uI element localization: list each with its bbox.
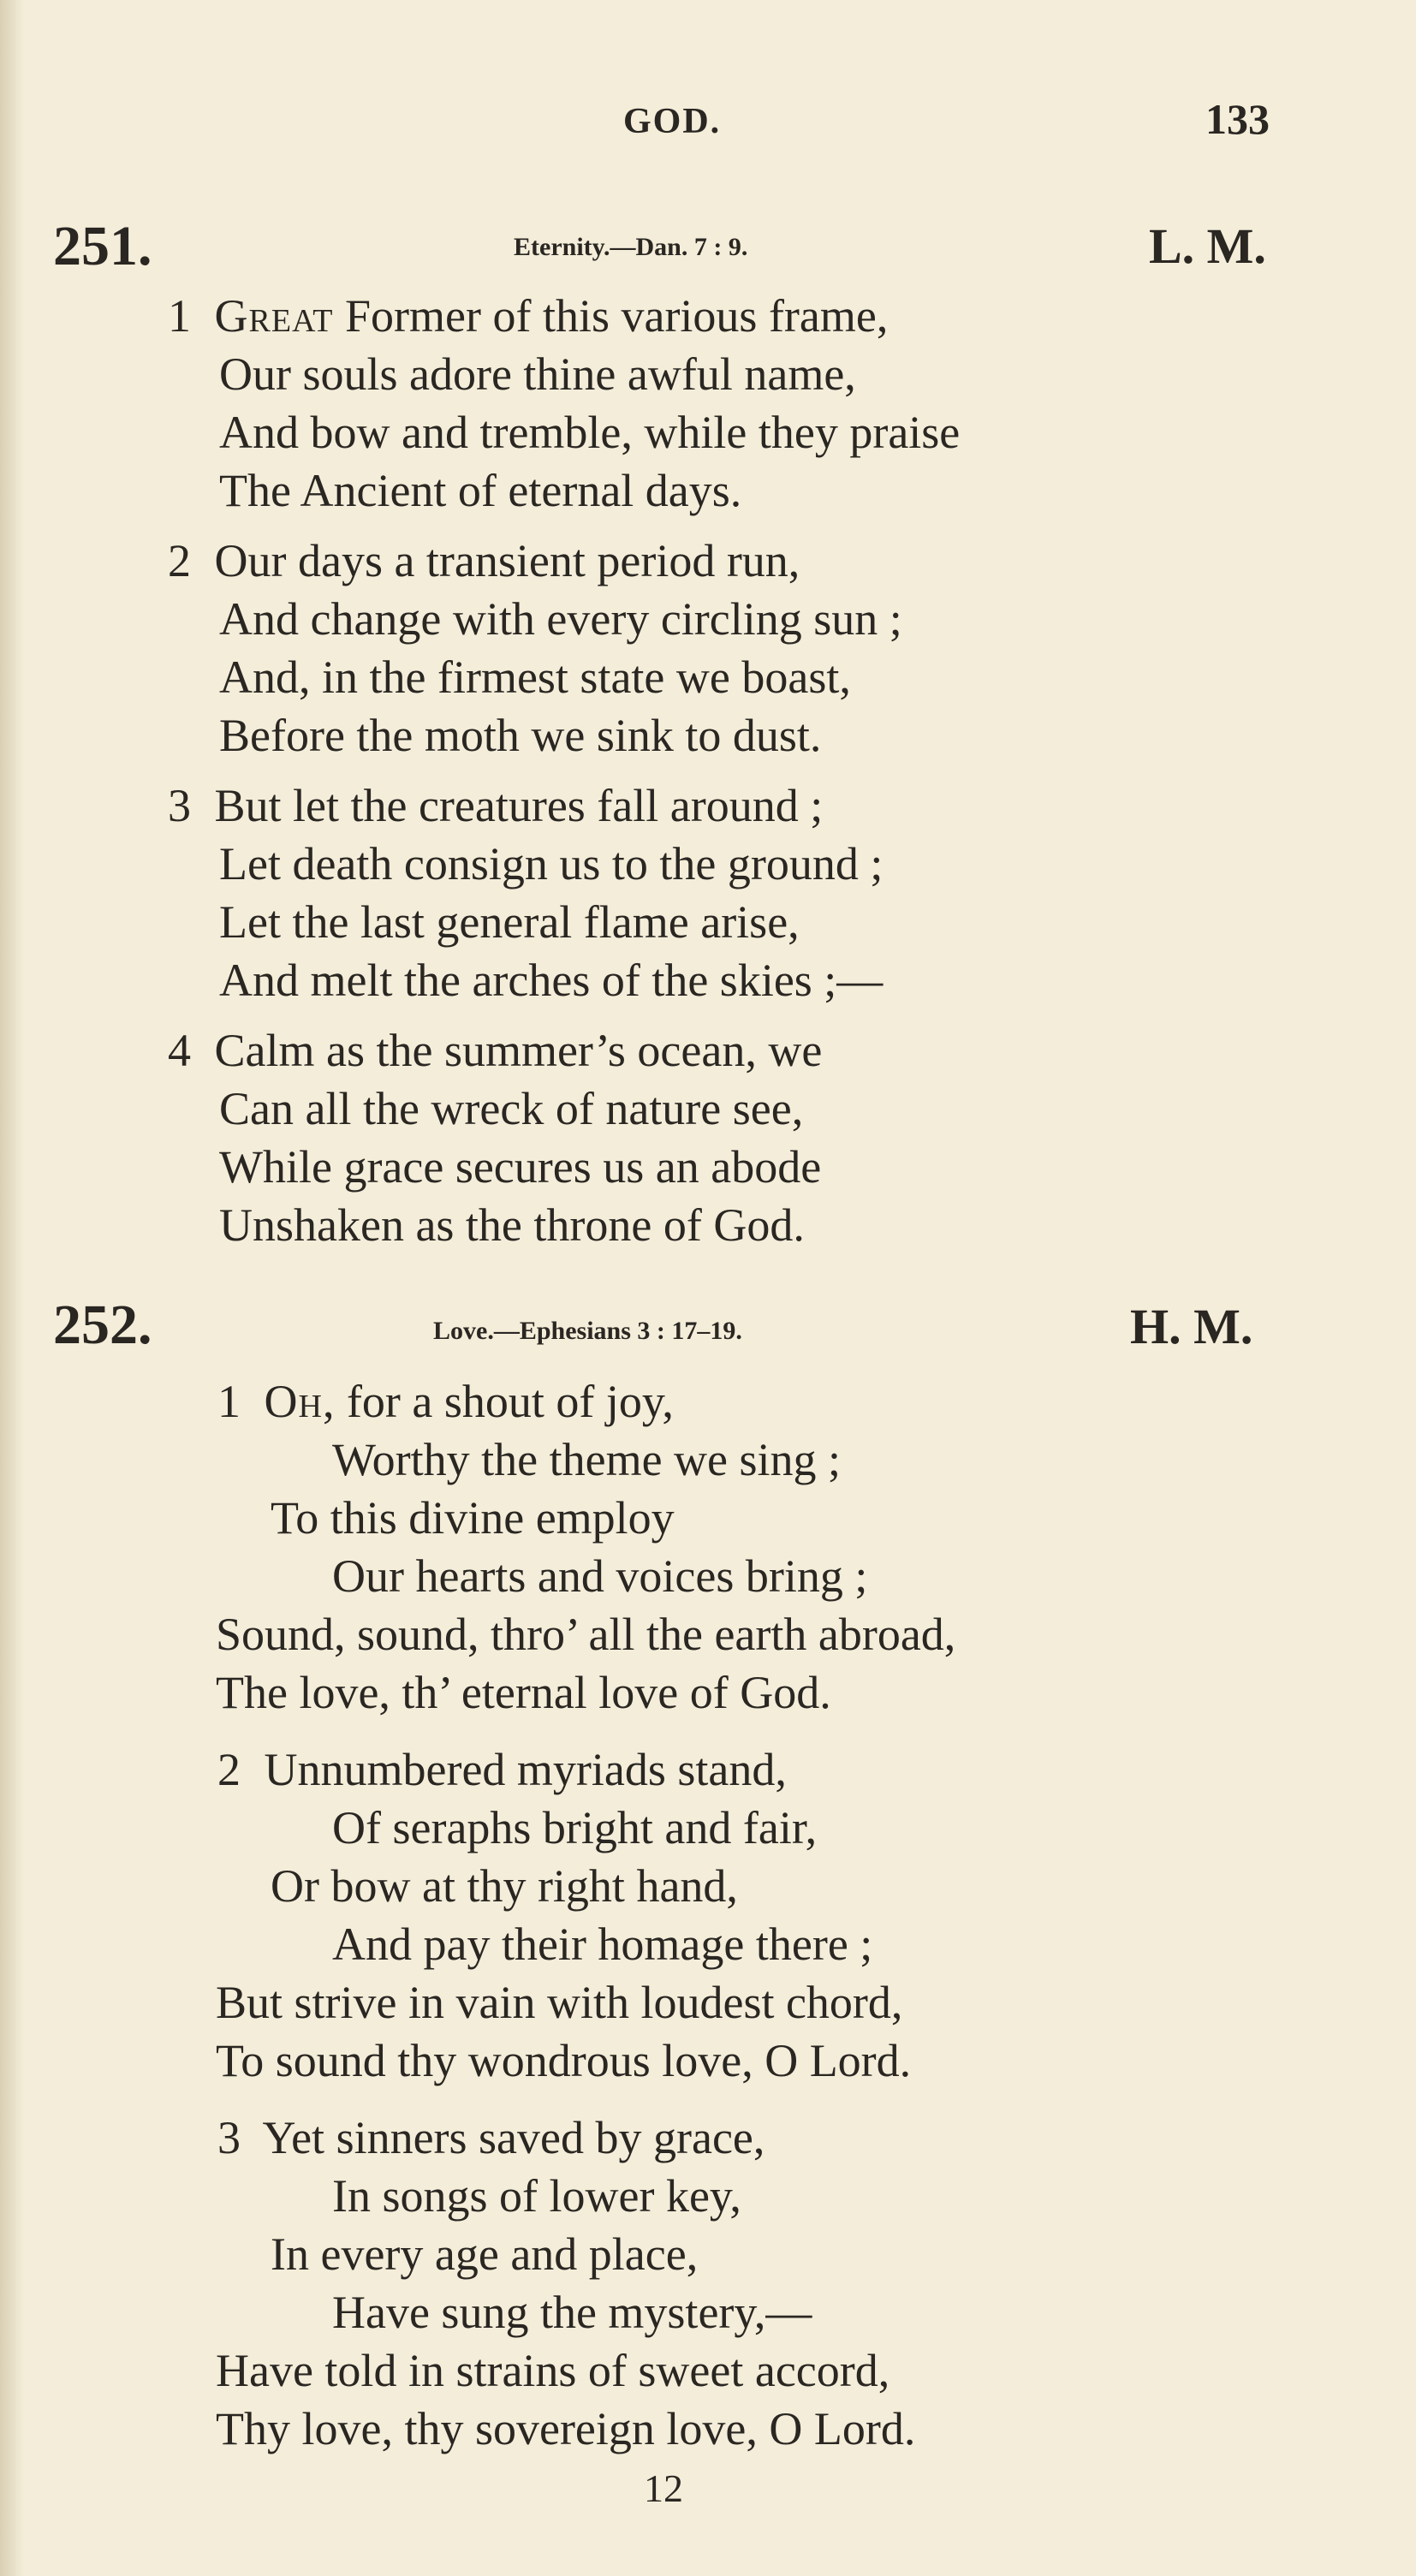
verse-line: Have sung the mystery,— — [332, 2287, 812, 2338]
verse-line: Can all the wreck of nature see, — [219, 1083, 804, 1134]
hymn-number: 252. — [53, 1294, 152, 1356]
stanza-first-line — [168, 288, 888, 344]
verse-line: While grace secures us an abode — [219, 1141, 822, 1193]
hymn-heading: Love.—Ephesians 3 : 17–19. — [433, 1317, 742, 1345]
stanza-first-line — [168, 777, 823, 834]
running-head-title: GOD. — [623, 102, 722, 141]
verse-line: But strive in vain with loudest chord, — [216, 1977, 903, 2028]
verse-number: 3 — [217, 2112, 241, 2163]
page-number: 133 — [1205, 95, 1270, 143]
verse-number: 2 — [168, 535, 191, 586]
verse-line: And bow and tremble, while they praise — [219, 407, 961, 458]
hymn-meter: L. M. — [1149, 218, 1266, 274]
verse-line: Of seraphs bright and fair, — [332, 1802, 818, 1853]
verse-line: In every age and place, — [271, 2228, 699, 2280]
signature-mark: 12 — [644, 2466, 683, 2510]
line-text: Yet sinners saved by grace, — [262, 2112, 765, 2163]
line-text: Our days a transient period run, — [214, 535, 800, 586]
verse-line: Unshaken as the throne of God. — [219, 1199, 805, 1251]
opening-word: Great — [214, 290, 334, 342]
hymn-number: 251. — [53, 215, 152, 277]
verse-line: The love, th’ eternal love of God. — [216, 1667, 831, 1718]
hymn-heading: Eternity.—Dan. 7 : 9. — [514, 233, 748, 261]
stanza-first-line — [168, 1022, 822, 1079]
verse-number: 1 — [168, 290, 191, 342]
stanza-first-line — [168, 532, 800, 589]
verse-line: To this divine employ — [271, 1492, 675, 1544]
verse-number: 3 — [168, 780, 191, 831]
line-text: Unnumbered myriads stand, — [264, 1744, 787, 1795]
verse-line: Before the moth we sink to dust. — [219, 710, 822, 761]
verse-line: Let the last general flame arise, — [219, 896, 800, 948]
line-text: for a shout of joy, — [335, 1376, 674, 1427]
stanza-first-line — [217, 2109, 765, 2166]
verse-line: Sound, sound, thro’ all the earth abroad, — [216, 1609, 956, 1660]
verse-line: And, in the firmest state we boast, — [219, 651, 851, 703]
verse-line: Our souls adore thine awful name, — [219, 348, 856, 400]
page-gutter-shadow — [0, 0, 24, 2576]
verse-line: Thy love, thy sovereign love, O Lord. — [216, 2403, 916, 2454]
verse-line: Our hearts and voices bring ; — [332, 1550, 868, 1602]
verse-line: To sound thy wondrous love, O Lord. — [216, 2035, 912, 2086]
stanza-first-line — [217, 1373, 674, 1430]
verse-number: 4 — [168, 1025, 191, 1076]
verse-line: Or bow at thy right hand, — [271, 1860, 738, 1912]
opening-word: Oh, — [264, 1376, 336, 1427]
verse-line: And melt the arches of the skies ;— — [219, 955, 884, 1006]
verse-line: Have told in strains of sweet accord, — [216, 2345, 890, 2396]
line-text: But let the creatures fall around ; — [214, 780, 824, 831]
verse-line: Let death consign us to the ground ; — [219, 838, 884, 889]
hymn-meter: H. M. — [1130, 1299, 1253, 1354]
verse-line: And change with every circling sun ; — [219, 593, 902, 645]
verse-number: 2 — [217, 1744, 241, 1795]
verse-line: The Ancient of eternal days. — [219, 465, 742, 516]
verse-number: 1 — [217, 1376, 241, 1427]
stanza-first-line — [217, 1741, 787, 1798]
line-text: Former of this various frame, — [333, 290, 889, 342]
verse-line: Worthy the theme we sing ; — [332, 1434, 842, 1485]
verse-line: In songs of lower key, — [332, 2170, 741, 2222]
line-text: Calm as the summer’s ocean, we — [214, 1025, 823, 1076]
verse-line: And pay their homage there ; — [332, 1919, 873, 1970]
